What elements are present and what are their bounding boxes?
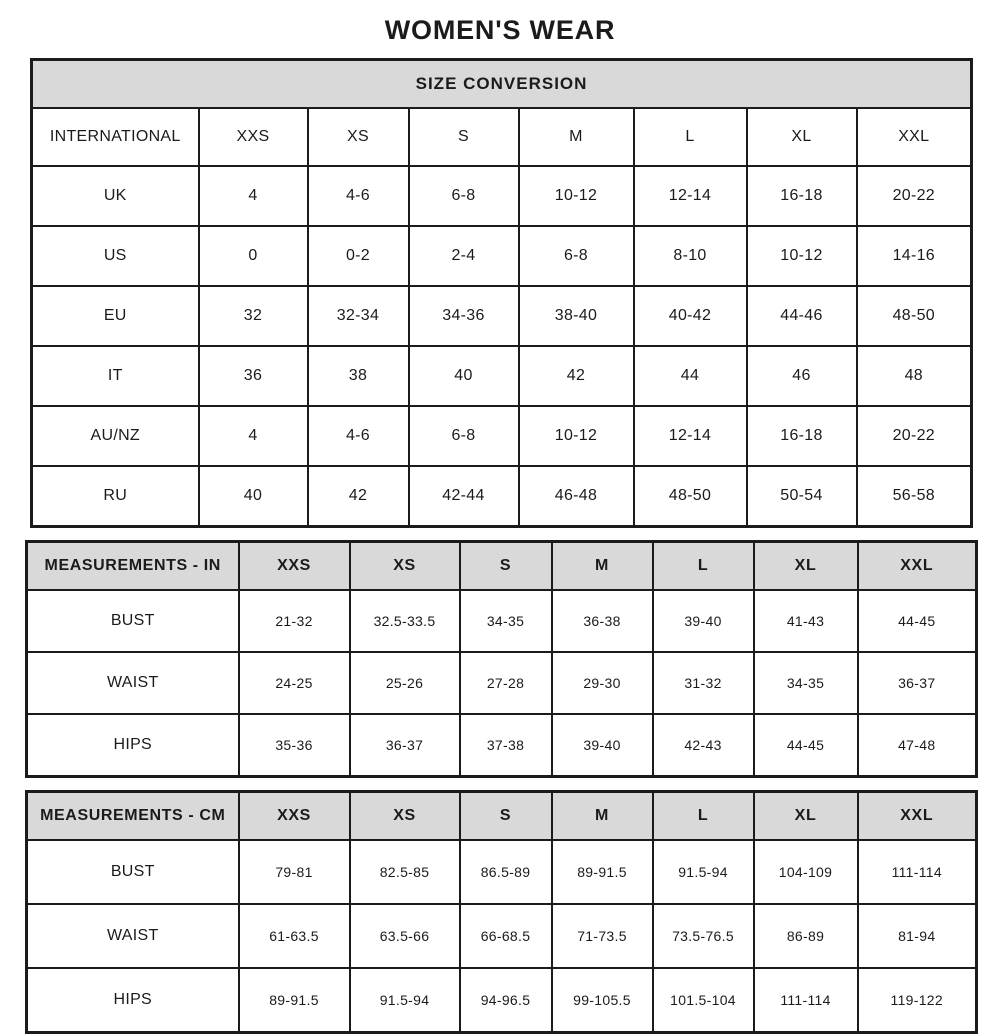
table-row xyxy=(32,346,972,406)
size-column-header: XXS xyxy=(239,542,350,591)
size-cell: 14-16 xyxy=(857,226,972,286)
column-header: XS xyxy=(308,108,409,166)
measurement-cell: 31-32 xyxy=(653,652,754,714)
measurement-cell: 42-43 xyxy=(653,714,754,777)
row-label: EU xyxy=(32,286,199,346)
size-cell: 36 xyxy=(199,346,308,406)
measurement-cell: 36-37 xyxy=(350,714,460,777)
size-cell: 40 xyxy=(409,346,519,406)
measurement-cell: 91.5-94 xyxy=(350,968,460,1033)
measurement-cell: 104-109 xyxy=(754,840,858,904)
size-column-header: XL xyxy=(754,542,858,591)
column-header: L xyxy=(634,108,747,166)
measurement-cell: 86-89 xyxy=(754,904,858,968)
measurement-cell: 44-45 xyxy=(858,590,977,652)
measurement-cell: 66-68.5 xyxy=(460,904,552,968)
size-cell: 40 xyxy=(199,466,308,527)
row-label: US xyxy=(32,226,199,286)
table-row xyxy=(32,166,972,226)
size-column-header: XL xyxy=(754,792,858,841)
table-row xyxy=(32,60,972,109)
measurement-cell: 36-38 xyxy=(552,590,653,652)
row-label: BUST xyxy=(27,590,239,652)
table-row xyxy=(27,968,977,1033)
size-cell: 34-36 xyxy=(409,286,519,346)
column-header: M xyxy=(519,108,634,166)
measurements-cm-header: MEASUREMENTS - CM xyxy=(27,792,239,841)
size-column-header: M xyxy=(552,542,653,591)
size-cell: 44 xyxy=(634,346,747,406)
measurement-cell: 25-26 xyxy=(350,652,460,714)
measurement-cell: 27-28 xyxy=(460,652,552,714)
measurement-cell: 39-40 xyxy=(653,590,754,652)
measurement-cell: 89-91.5 xyxy=(239,968,350,1033)
column-header: XL xyxy=(747,108,857,166)
measurement-cell: 101.5-104 xyxy=(653,968,754,1033)
table-row xyxy=(32,108,972,166)
measurement-cell: 21-32 xyxy=(239,590,350,652)
size-cell: 16-18 xyxy=(747,406,857,466)
size-cell: 48-50 xyxy=(634,466,747,527)
row-label: WAIST xyxy=(27,904,239,968)
size-cell: 2-4 xyxy=(409,226,519,286)
size-cell: 32-34 xyxy=(308,286,409,346)
size-column-header: S xyxy=(460,542,552,591)
column-header: S xyxy=(409,108,519,166)
size-cell: 42 xyxy=(519,346,634,406)
size-cell: 10-12 xyxy=(747,226,857,286)
size-column-header: XXS xyxy=(239,792,350,841)
page-title: WOMEN'S WEAR xyxy=(384,15,616,45)
size-cell: 6-8 xyxy=(519,226,634,286)
size-cell: 4-6 xyxy=(308,166,409,226)
measurement-cell: 81-94 xyxy=(858,904,977,968)
measurement-cell: 61-63.5 xyxy=(239,904,350,968)
size-cell: 6-8 xyxy=(409,166,519,226)
size-cell: 16-18 xyxy=(747,166,857,226)
size-cell: 4 xyxy=(199,406,308,466)
size-cell: 12-14 xyxy=(634,406,747,466)
size-column-header: L xyxy=(653,792,754,841)
size-cell: 48 xyxy=(857,346,972,406)
table-row xyxy=(27,714,977,777)
measurement-cell: 34-35 xyxy=(460,590,552,652)
size-cell: 20-22 xyxy=(857,166,972,226)
table-row xyxy=(32,286,972,346)
size-cell: 20-22 xyxy=(857,406,972,466)
measurements-cm-table xyxy=(25,790,978,1034)
table-row xyxy=(32,466,972,527)
size-cell: 46-48 xyxy=(519,466,634,527)
measurement-cell: 79-81 xyxy=(239,840,350,904)
measurement-cell: 119-122 xyxy=(858,968,977,1033)
measurement-cell: 111-114 xyxy=(754,968,858,1033)
column-header: XXL xyxy=(857,108,972,166)
size-cell: 32 xyxy=(199,286,308,346)
measurement-cell: 63.5-66 xyxy=(350,904,460,968)
measurement-cell: 47-48 xyxy=(858,714,977,777)
size-cell: 4-6 xyxy=(308,406,409,466)
measurement-cell: 24-25 xyxy=(239,652,350,714)
row-label: BUST xyxy=(27,840,239,904)
row-label: HIPS xyxy=(27,714,239,777)
table-row xyxy=(32,406,972,466)
measurement-cell: 29-30 xyxy=(552,652,653,714)
size-cell: 48-50 xyxy=(857,286,972,346)
size-cell: 42-44 xyxy=(409,466,519,527)
column-header: XXS xyxy=(199,108,308,166)
size-column-header: XXL xyxy=(858,542,977,591)
measurement-cell: 44-45 xyxy=(754,714,858,777)
size-cell: 8-10 xyxy=(634,226,747,286)
size-column-header: XS xyxy=(350,542,460,591)
size-cell: 40-42 xyxy=(634,286,747,346)
measurement-cell: 73.5-76.5 xyxy=(653,904,754,968)
table-row xyxy=(27,590,977,652)
table-row xyxy=(32,226,972,286)
size-cell: 38-40 xyxy=(519,286,634,346)
size-column-header: S xyxy=(460,792,552,841)
column-header: INTERNATIONAL xyxy=(32,108,199,166)
size-conversion-header: SIZE CONVERSION xyxy=(32,60,972,109)
measurements-in-header: MEASUREMENTS - IN xyxy=(27,542,239,591)
measurement-cell: 39-40 xyxy=(552,714,653,777)
size-cell: 38 xyxy=(308,346,409,406)
size-column-header: L xyxy=(653,542,754,591)
measurement-cell: 91.5-94 xyxy=(653,840,754,904)
measurement-cell: 111-114 xyxy=(858,840,977,904)
measurement-cell: 32.5-33.5 xyxy=(350,590,460,652)
table-row xyxy=(27,652,977,714)
row-label: WAIST xyxy=(27,652,239,714)
size-cell: 10-12 xyxy=(519,166,634,226)
size-column-header: XS xyxy=(350,792,460,841)
row-label: RU xyxy=(32,466,199,527)
size-cell: 56-58 xyxy=(857,466,972,527)
size-cell: 44-46 xyxy=(747,286,857,346)
table-row xyxy=(27,904,977,968)
size-cell: 12-14 xyxy=(634,166,747,226)
measurement-cell: 99-105.5 xyxy=(552,968,653,1033)
size-cell: 46 xyxy=(747,346,857,406)
size-cell: 42 xyxy=(308,466,409,527)
measurement-cell: 94-96.5 xyxy=(460,968,552,1033)
row-label: UK xyxy=(32,166,199,226)
measurement-cell: 37-38 xyxy=(460,714,552,777)
measurement-cell: 34-35 xyxy=(754,652,858,714)
measurement-cell: 41-43 xyxy=(754,590,858,652)
measurement-cell: 71-73.5 xyxy=(552,904,653,968)
size-cell: 10-12 xyxy=(519,406,634,466)
size-cell: 4 xyxy=(199,166,308,226)
row-label: AU/NZ xyxy=(32,406,199,466)
measurement-cell: 86.5-89 xyxy=(460,840,552,904)
size-cell: 0 xyxy=(199,226,308,286)
measurements-in-table xyxy=(25,540,978,778)
size-column-header: M xyxy=(552,792,653,841)
measurement-cell: 35-36 xyxy=(239,714,350,777)
measurement-cell: 89-91.5 xyxy=(552,840,653,904)
table-row xyxy=(27,542,977,591)
table-row xyxy=(27,840,977,904)
size-cell: 6-8 xyxy=(409,406,519,466)
measurement-cell: 82.5-85 xyxy=(350,840,460,904)
table-row xyxy=(27,792,977,841)
size-column-header: XXL xyxy=(858,792,977,841)
size-conversion-table xyxy=(30,58,973,528)
row-label: IT xyxy=(32,346,199,406)
row-label: HIPS xyxy=(27,968,239,1033)
size-cell: 0-2 xyxy=(308,226,409,286)
size-cell: 50-54 xyxy=(747,466,857,527)
measurement-cell: 36-37 xyxy=(858,652,977,714)
